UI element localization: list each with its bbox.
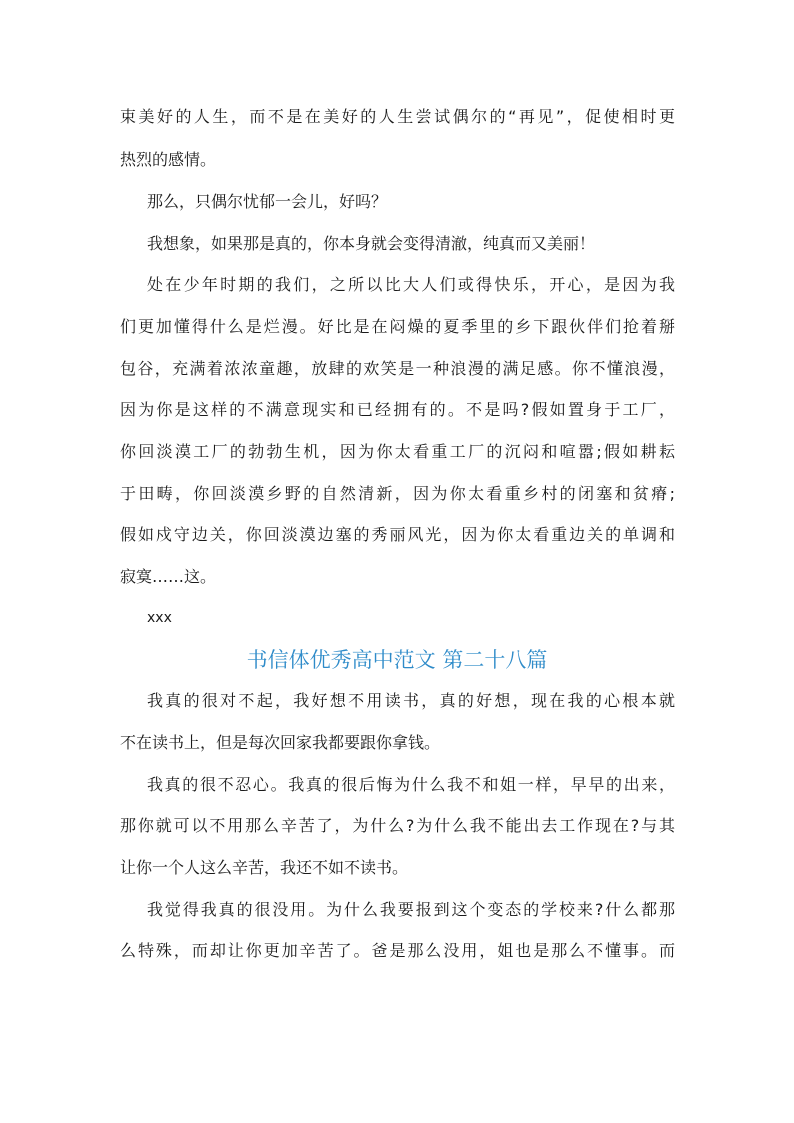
paragraph-line: 你回淡漠工厂的勃勃生机，因为你太看重工厂的沉闷和喧嚣;假如耕耘 — [120, 442, 675, 461]
paragraph-line: 热烈的感情。 — [120, 150, 217, 169]
paragraph-line: 让你一个人这么辛苦，我还不如不读书。 — [120, 858, 409, 877]
paragraph-line: 那么，只偶尔忧郁一会儿，好吗？ — [147, 192, 388, 211]
paragraph-line: 不在读书上，但是每次回家我都要跟你拿钱。 — [120, 733, 441, 752]
signature: xxx — [147, 610, 172, 626]
paragraph-line: 么特殊，而却让你更加辛苦了。爸是那么没用，姐也是那么不懂事。而 — [120, 941, 675, 960]
paragraph-line: 那你就可以不用那么辛苦了，为什么?为什么我不能出去工作现在?与其 — [120, 816, 675, 835]
paragraph-line: 束美好的人生，而不是在美好的人生尝试偶尔的“再见”，促使相时更 — [120, 107, 675, 126]
paragraph-line: 我真的很对不起，我好想不用读书，真的好想，现在我的心根本就 — [147, 691, 675, 710]
paragraph-line: 因为你是这样的不满意现实和已经拥有的。不是吗?假如置身于工厂， — [120, 400, 675, 419]
paragraph-line: 于田畴，你回淡漠乡野的自然清新，因为你太看重乡村的闭塞和贫瘠; — [120, 484, 675, 503]
paragraph-line: 们更加懂得什么是烂漫。好比是在闷燥的夏季里的乡下跟伙伴们抢着掰 — [120, 317, 675, 336]
paragraph-line: 假如戍守边关，你回淡漠边塞的秀丽风光，因为你太看重边关的单调和 — [120, 525, 675, 544]
paragraph-line: 包谷，充满着浓浓童趣，放肆的欢笑是一种浪漫的满足感。你不懂浪漫， — [120, 359, 675, 378]
paragraph-line: 我想象，如果那是真的，你本身就会变得清澈，纯真而又美丽！ — [147, 234, 596, 253]
paragraph-line: 寂寞……这。 — [120, 567, 217, 586]
section-heading: 书信体优秀高中范文 第二十八篇 — [246, 648, 548, 672]
paragraph-line: 我觉得我真的很没用。为什么我要报到这个变态的学校来?什么都那 — [147, 900, 675, 919]
paragraph-line: 我真的很不忍心。我真的很后悔为什么我不和姐一样，早早的出来， — [147, 775, 675, 794]
paragraph-line: 处在少年时期的我们，之所以比大人们或得快乐，开心，是因为我 — [147, 275, 675, 294]
